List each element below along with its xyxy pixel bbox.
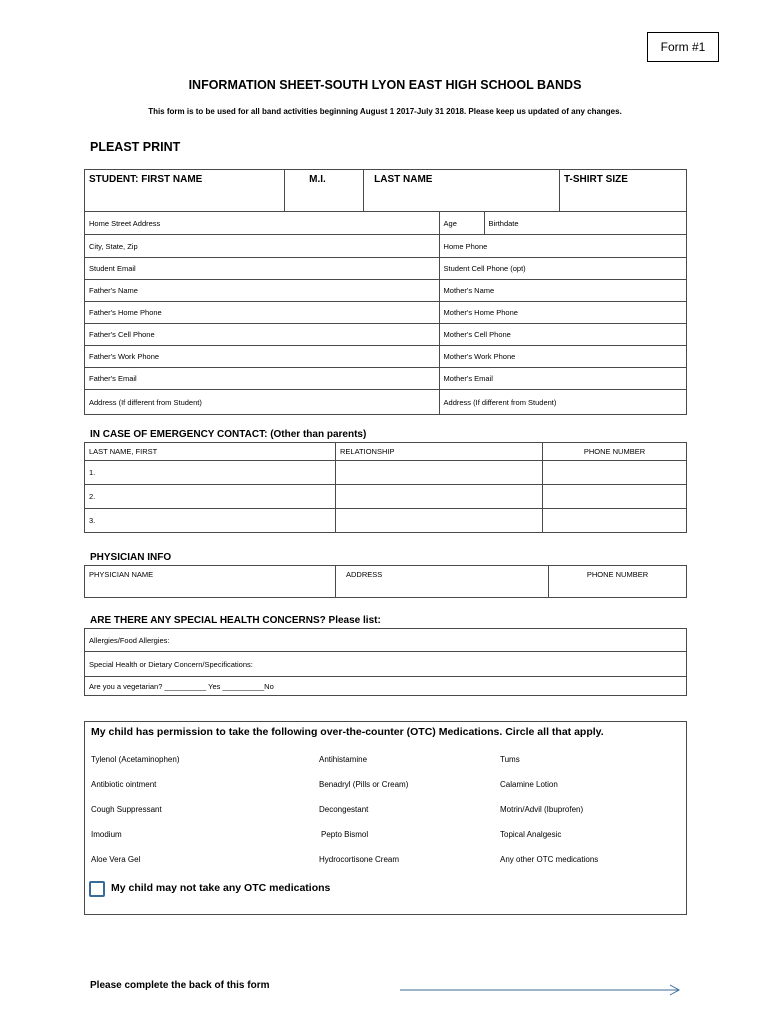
vegetarian-label: Are you a vegetarian? __________ Yes __________No bbox=[89, 681, 274, 691]
page-title: INFORMATION SHEET-SOUTH LYON EAST HIGH SCHOOL BANDS bbox=[188, 78, 582, 92]
otc-item[interactable]: Motrin/Advil (Ibuprofen) bbox=[500, 805, 584, 814]
last-name-label: LAST NAME bbox=[374, 174, 433, 185]
emergency-col-name bbox=[85, 443, 336, 461]
health-table bbox=[84, 628, 687, 696]
student-cell-field[interactable] bbox=[439, 258, 686, 280]
mother-email-field[interactable] bbox=[439, 368, 686, 390]
emergency-row-3-num: 3. bbox=[89, 516, 96, 525]
tshirt-size-field[interactable] bbox=[560, 170, 687, 212]
mother-cell-phone-field[interactable] bbox=[439, 324, 686, 346]
mother-address-field[interactable] bbox=[439, 390, 686, 415]
home-street-label: Home Street Address bbox=[89, 218, 161, 228]
mother-address-label: Address (If different from Student) bbox=[443, 397, 557, 407]
form-number-box bbox=[647, 32, 719, 62]
physician-address-field[interactable] bbox=[336, 566, 549, 598]
first-name-label: STUDENT: FIRST NAME bbox=[89, 174, 203, 185]
health-heading: ARE THERE ANY SPECIAL HEALTH CONCERNS? Please list: bbox=[90, 615, 381, 626]
student-first-name-field[interactable] bbox=[85, 170, 285, 212]
otc-section bbox=[84, 721, 687, 915]
mother-work-label: Mother's Work Phone bbox=[443, 352, 516, 361]
father-address-label: Address (If different from Student) bbox=[89, 397, 202, 407]
otc-item[interactable]: Cough Suppressant bbox=[91, 805, 162, 814]
physician-heading: PHYSICIAN INFO bbox=[90, 552, 172, 563]
mother-cell-label: Mother's Cell Phone bbox=[443, 330, 511, 339]
mother-name-field[interactable] bbox=[439, 280, 686, 302]
mi-label: M.I. bbox=[309, 174, 326, 185]
dietary-label: Special Health or Dietary Concern/Specifications: bbox=[89, 659, 253, 669]
birthdate-field[interactable] bbox=[484, 212, 686, 235]
footer-note: Please complete the back of this form bbox=[90, 980, 270, 991]
emergency-row-1-relationship[interactable] bbox=[336, 461, 543, 485]
student-email-field[interactable] bbox=[85, 258, 440, 280]
otc-item[interactable]: Decongestant bbox=[319, 805, 369, 814]
birthdate-label: Birthdate bbox=[488, 218, 519, 228]
mother-home-label: Mother's Home Phone bbox=[443, 308, 518, 317]
form-number: Form #1 bbox=[660, 40, 706, 54]
no-otc-label: My child may not take any OTC medications bbox=[111, 882, 331, 894]
emergency-row-2-phone[interactable] bbox=[543, 485, 687, 509]
father-home-phone-field[interactable] bbox=[85, 302, 440, 324]
emergency-col-phone-label: PHONE NUMBER bbox=[583, 447, 646, 456]
father-address-field[interactable] bbox=[85, 390, 440, 415]
student-email-label: Student Email bbox=[89, 264, 136, 273]
student-cell-label: Student Cell Phone (opt) bbox=[443, 264, 526, 273]
otc-item[interactable]: Calamine Lotion bbox=[500, 780, 558, 789]
allergies-label: Allergies/Food Allergies: bbox=[89, 635, 170, 645]
emergency-col-relationship bbox=[336, 443, 543, 461]
student-info-table bbox=[84, 169, 687, 415]
emergency-row-1-name[interactable] bbox=[85, 461, 336, 485]
father-name-label: Father's Name bbox=[89, 286, 138, 295]
emergency-row-2-num: 2. bbox=[89, 492, 96, 501]
otc-item[interactable]: Any other OTC medications bbox=[500, 855, 599, 864]
otc-item[interactable]: Tylenol (Acetaminophen) bbox=[91, 755, 180, 764]
father-home-label: Father's Home Phone bbox=[89, 308, 162, 317]
page-subtitle: This form is to be used for all band activities beginning August 1 2017-July 31 2018. Please keep us updated of any changes. bbox=[148, 107, 622, 116]
arrow-right-icon bbox=[398, 982, 684, 998]
physician-name-field[interactable] bbox=[85, 566, 336, 598]
otc-item[interactable]: Benadryl (Pills or Cream) bbox=[319, 780, 409, 789]
vegetarian-field[interactable] bbox=[85, 677, 687, 696]
emergency-table bbox=[84, 442, 687, 533]
otc-item[interactable]: Imodium bbox=[91, 830, 122, 839]
physician-phone-label: PHONE NUMBER bbox=[586, 570, 649, 579]
no-otc-checkbox[interactable] bbox=[89, 881, 105, 897]
please-print-label: PLEAST PRINT bbox=[90, 140, 181, 154]
tshirt-label: T-SHIRT SIZE bbox=[564, 174, 628, 185]
otc-item[interactable]: Aloe Vera Gel bbox=[91, 855, 141, 864]
father-work-label: Father's Work Phone bbox=[89, 352, 160, 361]
otc-item[interactable]: Antibiotic ointment bbox=[91, 780, 157, 789]
emergency-row-1-phone[interactable] bbox=[543, 461, 687, 485]
mother-email-label: Mother's Email bbox=[443, 374, 493, 383]
otc-item[interactable]: Topical Analgesic bbox=[500, 830, 562, 839]
emergency-row-1-num: 1. bbox=[89, 468, 96, 477]
physician-phone-field[interactable] bbox=[549, 566, 687, 598]
father-email-label: Father's Email bbox=[89, 374, 137, 383]
otc-item[interactable]: Tums bbox=[500, 755, 520, 764]
student-last-name-field[interactable] bbox=[364, 170, 560, 212]
allergies-field[interactable] bbox=[85, 629, 687, 652]
otc-heading: My child has permission to take the following over-the-counter (OTC) Medications. Circle all that apply. bbox=[91, 726, 604, 738]
student-mi-field[interactable] bbox=[285, 170, 364, 212]
city-label: City, State, Zip bbox=[89, 241, 138, 251]
mother-name-label: Mother's Name bbox=[443, 286, 495, 295]
emergency-row-3-name[interactable] bbox=[85, 509, 336, 533]
mother-home-phone-field[interactable] bbox=[439, 302, 686, 324]
father-cell-phone-field[interactable] bbox=[85, 324, 440, 346]
emergency-row-3-relationship[interactable] bbox=[336, 509, 543, 533]
emergency-row-2-name[interactable] bbox=[85, 485, 336, 509]
home-phone-field[interactable] bbox=[439, 235, 686, 258]
city-field[interactable] bbox=[85, 235, 440, 258]
dietary-field[interactable] bbox=[85, 652, 687, 677]
emergency-row-3-phone[interactable] bbox=[543, 509, 687, 533]
emergency-col-relationship-label: RELATIONSHIP bbox=[340, 447, 395, 456]
physician-name-label: PHYSICIAN NAME bbox=[89, 570, 154, 579]
age-field[interactable] bbox=[439, 212, 484, 235]
mother-work-phone-field[interactable] bbox=[439, 346, 686, 368]
otc-item[interactable]: Antihistamine bbox=[319, 755, 368, 764]
age-label: Age bbox=[443, 218, 457, 228]
physician-address-label: ADDRESS bbox=[346, 570, 383, 579]
father-email-field[interactable] bbox=[85, 368, 440, 390]
emergency-col-phone bbox=[543, 443, 687, 461]
father-work-phone-field[interactable] bbox=[85, 346, 440, 368]
home-phone-label: Home Phone bbox=[443, 241, 488, 251]
otc-item[interactable]: Pepto Bismol bbox=[321, 830, 369, 839]
physician-table bbox=[84, 565, 687, 598]
father-name-field[interactable] bbox=[85, 280, 440, 302]
emergency-heading: IN CASE OF EMERGENCY CONTACT: (Other than parents) bbox=[90, 429, 367, 440]
emergency-row-2-relationship[interactable] bbox=[336, 485, 543, 509]
home-street-field[interactable] bbox=[85, 212, 440, 235]
otc-item[interactable]: Hydrocortisone Cream bbox=[319, 855, 400, 864]
emergency-col-name-label: LAST NAME, FIRST bbox=[89, 447, 158, 456]
father-cell-label: Father's Cell Phone bbox=[89, 330, 155, 339]
